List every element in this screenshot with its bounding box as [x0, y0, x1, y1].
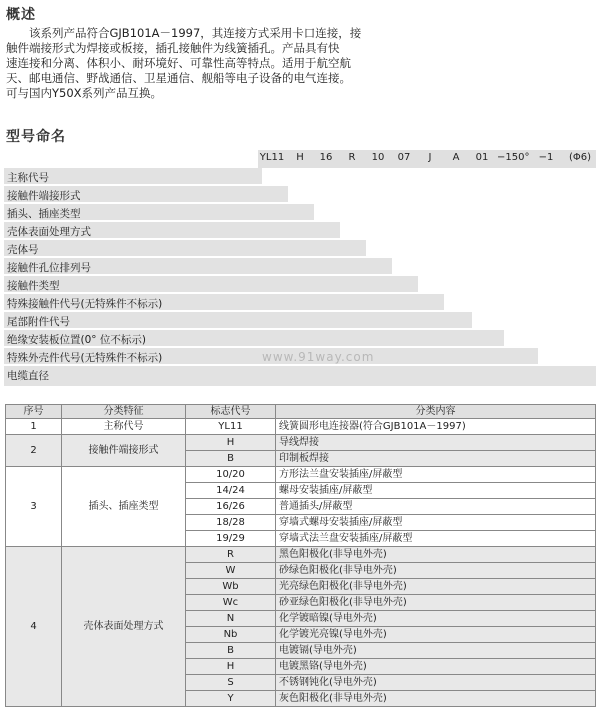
cell-no: 3: [6, 467, 62, 547]
cell-code: W: [186, 563, 276, 579]
cell-code: 18/28: [186, 515, 276, 531]
overview-line: 天、邮电通信、野战通信、卫星通信、舰船等电子设备的电气连接。: [6, 71, 351, 85]
cell-content: 线簧圆形电连接器(符合GJB101A－1997): [276, 419, 596, 435]
header-code: 标志代号: [186, 405, 276, 419]
overview-line: 速连接和分离、体积小、耐环境好、可靠性高等特点。适用于航空航: [6, 56, 351, 70]
code-segment: (Φ6): [568, 152, 592, 163]
cell-content: 普通插头/屏蔽型: [276, 499, 596, 515]
cell-code: Y: [186, 691, 276, 707]
naming-label: 壳体号: [7, 244, 39, 256]
cell-code: B: [186, 451, 276, 467]
naming-label: 绝缘安装板位置(0° 位不标示): [7, 334, 146, 346]
cell-content: 化学镀光亮镍(导电外壳): [276, 627, 596, 643]
cell-code: H: [186, 659, 276, 675]
cell-code: R: [186, 547, 276, 563]
naming-label: 尾部附件代号: [7, 316, 70, 328]
naming-bar: [4, 240, 366, 256]
header-no: 序号: [6, 405, 62, 419]
code-segment: YL11: [259, 152, 285, 163]
table-row: [6, 435, 596, 451]
table-header-row: [6, 405, 596, 419]
cell-content: 砂亚绿色阳极化(非导电外壳): [276, 595, 596, 611]
cell-feature: 接触件端接形式: [62, 435, 186, 467]
code-segment: 07: [397, 152, 411, 163]
table-row: [6, 547, 596, 563]
naming-label: 接触件类型: [7, 280, 60, 292]
table-row: [6, 467, 596, 483]
naming-label: 特殊接触件代号(无特殊件不标示): [7, 298, 163, 310]
overview-text: [6, 26, 596, 101]
cell-content: 导线焊接: [276, 435, 596, 451]
cell-content: 印制板焊接: [276, 451, 596, 467]
cell-code: N: [186, 611, 276, 627]
table-body: [6, 419, 596, 707]
naming-label: 特殊外壳件代号(无特殊件不标示): [7, 352, 163, 364]
code-segment: A: [452, 152, 460, 163]
naming-label: 接触件端接形式: [7, 190, 81, 202]
cell-feature: 壳体表面处理方式: [62, 547, 186, 707]
table-row: [6, 419, 596, 435]
overview-line: 触件端接形式为焊接或板接，插孔接触件为线簧插孔。产品具有快: [6, 41, 340, 55]
cell-code: 16/26: [186, 499, 276, 515]
cell-code: Wb: [186, 579, 276, 595]
cell-feature: 主称代号: [62, 419, 186, 435]
cell-code: Nb: [186, 627, 276, 643]
watermark: www.91way.com: [262, 350, 375, 364]
cell-code: 10/20: [186, 467, 276, 483]
cell-content: 螺母安装插座/屏蔽型: [276, 483, 596, 499]
cell-code: S: [186, 675, 276, 691]
cell-content: 光亮绿色阳极化(非导电外壳): [276, 579, 596, 595]
cell-code: Wc: [186, 595, 276, 611]
cell-content: 砂绿色阳极化(非导电外壳): [276, 563, 596, 579]
code-segment: H: [296, 152, 304, 163]
cell-content: 电镀镉(导电外壳): [276, 643, 596, 659]
code-segment: 10: [371, 152, 385, 163]
cell-content: 不锈钢钝化(导电外壳): [276, 675, 596, 691]
cell-code: H: [186, 435, 276, 451]
naming-bar: [4, 366, 596, 386]
naming-label: 电缆直径: [7, 370, 49, 382]
code-segment: R: [348, 152, 356, 163]
code-segment: −1: [538, 152, 554, 163]
code-segment: 01: [475, 152, 489, 163]
cell-no: 1: [6, 419, 62, 435]
model-naming-heading: 型号命名: [6, 129, 66, 145]
overview-line: 该系列产品符合GJB101A－1997，其连接方式采用卡口连接，接: [6, 26, 362, 40]
cell-content: 穿墙式螺母安装插座/屏蔽型: [276, 515, 596, 531]
cell-feature: 插头、插座类型: [62, 467, 186, 547]
cell-content: 灰色阳极化(非导电外壳): [276, 691, 596, 707]
cell-code: B: [186, 643, 276, 659]
cell-content: 化学镀暗镍(导电外壳): [276, 611, 596, 627]
naming-label: 插头、插座类型: [7, 208, 81, 220]
naming-label: 壳体表面处理方式: [7, 226, 91, 238]
overview-line: 可与国内Y50X系列产品互换。: [6, 86, 163, 100]
code-segment: J: [428, 152, 432, 163]
cell-code: YL11: [186, 419, 276, 435]
naming-label: 接触件孔位排列号: [7, 262, 91, 274]
cell-content: 电镀黑铬(导电外壳): [276, 659, 596, 675]
classification-table: [5, 404, 596, 707]
cell-content: 穿墙式法兰盘安装插座/屏蔽型: [276, 531, 596, 547]
cell-code: 14/24: [186, 483, 276, 499]
cell-no: 4: [6, 547, 62, 707]
header-content: 分类内容: [276, 405, 596, 419]
naming-bar: [4, 312, 472, 328]
naming-label: 主称代号: [7, 172, 49, 184]
cell-no: 2: [6, 435, 62, 467]
cell-content: 黑色阳极化(非导电外壳): [276, 547, 596, 563]
naming-bar: [4, 276, 418, 292]
cell-content: 方形法兰盘安装插座/屏蔽型: [276, 467, 596, 483]
header-feature: 分类特征: [62, 405, 186, 419]
overview-heading: 概述: [6, 7, 36, 23]
code-segment: 16: [319, 152, 333, 163]
cell-code: 19/29: [186, 531, 276, 547]
code-segment: −150°: [497, 152, 530, 163]
